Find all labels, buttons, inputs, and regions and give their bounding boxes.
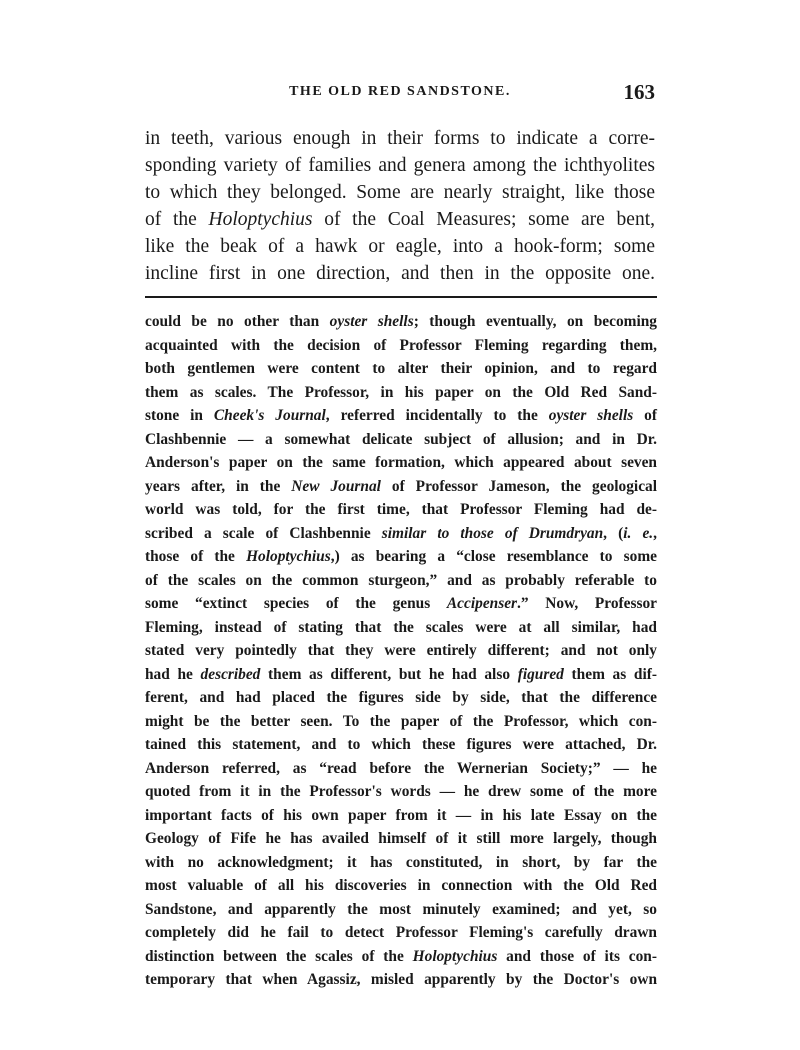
footnote-line: world was told, for the first time, that Professor Fleming had de- (145, 501, 657, 518)
footnote-line: most valuable of all his discoveries in connection with the Old Red (145, 877, 657, 894)
footnote-line: with no acknowledgment; it has constituted, in short, by far the (145, 853, 657, 871)
footnote-line: Clashbennie — a somewhat delicate subject of allusion; and in Dr. (145, 430, 657, 448)
footnote-line: could be no other than oyster shells; though eventually, on becoming (145, 313, 657, 330)
main-text-line: to which they belonged. Some are nearly straight, like those (145, 182, 655, 203)
footnote-line: distinction between the scales of the Holoptychius and those of its con- (145, 947, 657, 965)
footnote-divider (145, 296, 657, 298)
footnote-line: those of the Holoptychius,) as bearing a “close resemblance to some (145, 548, 657, 565)
page-number: 163 (623, 80, 655, 104)
footnote-line: might be the better seen. To the paper of the Professor, which con- (145, 712, 657, 730)
footnote-line: years after, in the New Journal of Professor Jameson, the geological (145, 477, 658, 495)
footnote-line: stone in Cheek's Journal, referred incidentally to the oyster shells of (145, 407, 657, 424)
main-text-line: in teeth, various enough in their forms to indicate a corre- (145, 128, 655, 149)
footnote-line: tained this statement, and to which these figures were attached, Dr. (145, 736, 657, 753)
footnote-line: Anderson referred, as “read before the Wernerian Society;” — he (145, 759, 657, 777)
footnote-line: important facts of his own paper from it — in his late Essay on the (145, 806, 657, 824)
main-text (145, 125, 655, 287)
footnote-line: quoted from it in the Professor's words — he drew some of the more (145, 783, 657, 800)
main-text-line: like the beak of a hawk or eagle, into a hook-form; some (145, 236, 655, 257)
footnote-line: of the scales on the common sturgeon,” and as probably referable to (145, 571, 657, 589)
footnote-line: had he described them as different, but he had also figured them as dif- (145, 665, 657, 683)
footnote-line: Fleming, instead of stating that the scales were at all similar, had (145, 618, 657, 636)
footnote-line: Anderson's paper on the same formation, which appeared about seven (145, 454, 657, 471)
main-text-line: of the Holoptychius of the Coal Measures; some are bent, (145, 209, 655, 230)
running-title: THE OLD RED SANDSTONE. (289, 84, 511, 99)
footnote-line: Sandstone, and apparently the most minutely examined; and yet, so (145, 900, 657, 918)
footnote-line: Geology of Fife he has availed himself of it still more largely, though (145, 830, 657, 847)
footnote-line: temporary that when Agassiz, misled apparently by the Doctor's own (145, 971, 657, 988)
footnote-line: scribed a scale of Clashbennie similar to those of Drumdryan, (i. e., (145, 524, 657, 542)
footnote-line: completely did he fail to detect Professor Fleming's carefully drawn (145, 924, 657, 941)
running-head (145, 80, 655, 110)
footnote-line: some “extinct species of the genus Accipenser.” Now, Professor (145, 595, 657, 612)
footnote-line: acquainted with the decision of Professor Fleming regarding them, (145, 336, 657, 354)
footnote-line: ferent, and had placed the figures side by side, that the difference (145, 689, 657, 706)
footnote-line: both gentlemen were content to alter their opinion, and to regard (145, 360, 657, 377)
footnote (145, 310, 657, 992)
main-text-line: sponding variety of families and genera among the ichthyolites (145, 155, 655, 176)
footnote-line: them as scales. The Professor, in his paper on the Old Red Sand- (145, 383, 657, 401)
footnote-line: stated very pointedly that they were entirely different; and not only (145, 642, 657, 659)
main-text-line: incline first in one direction, and then in the opposite one. (145, 263, 655, 284)
